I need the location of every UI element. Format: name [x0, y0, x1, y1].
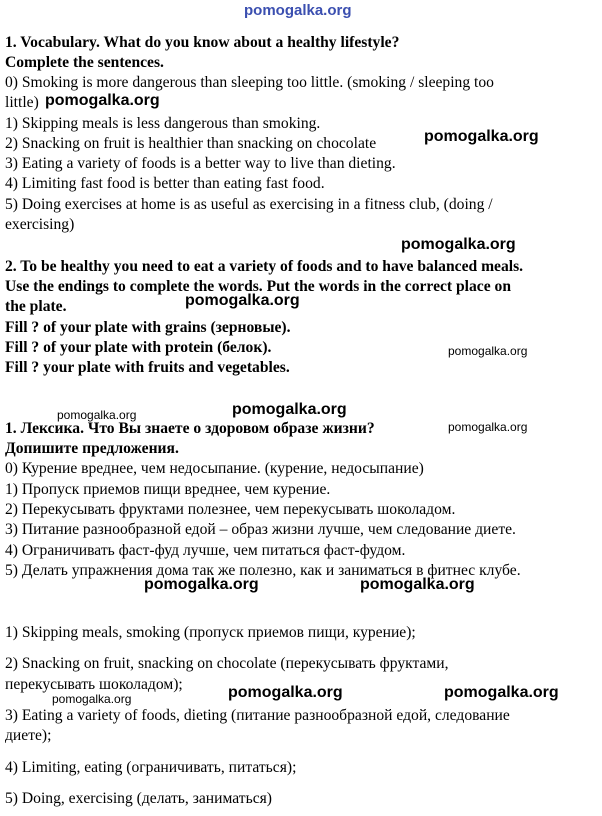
sentence-2: 2) Snacking on fruit is healthier than snacking on chocolate [5, 135, 377, 152]
task1-heading: 1. Vocabulary. What do you know about a healthy lifestyle? [5, 34, 400, 51]
watermark: pomogalka.org [360, 576, 475, 593]
watermark: pomogalka.org [57, 408, 137, 422]
answer-4: 4) Limiting, eating (ограничивать, питаться); [5, 759, 297, 776]
sentence-5-cont: exercising) [5, 216, 75, 233]
ru-sentence-3: 3) Питание разнообразной едой – образ жизни лучше, чем следование диете. [5, 521, 516, 538]
sentence-3: 3) Eating a variety of foods is a better way to live than dieting. [5, 155, 396, 172]
ru-sentence-2: 2) Перекусывать фруктами полезнее, чем перекусывать шоколадом. [5, 501, 456, 518]
ru-sentence-1: 1) Пропуск приемов пищи вреднее, чем курение. [5, 481, 331, 498]
task1-instruction: Complete the sentences. [5, 54, 164, 71]
sentence-4: 4) Limiting fast food is better than eating fast food. [5, 175, 325, 192]
watermark-top: pomogalka.org [244, 2, 352, 19]
watermark: pomogalka.org [185, 292, 300, 309]
ru-heading: 1. Лексика. Что Вы знаете о здоровом образе жизни? [5, 420, 375, 437]
task2-instruction: Use the endings to complete the words. Put the words in the correct place on [5, 278, 512, 295]
ru-sentence-5: 5) Делать упражнения дома так же полезно, как и заниматься в фитнес клубе. [5, 562, 521, 579]
task2-heading: 2. To be healthy you need to eat a variety of foods and to have balanced meals. [5, 258, 524, 275]
sentence-5: 5) Doing exercises at home is as useful as exercising in a fitness club, (doing / [5, 196, 493, 213]
ru-sentence-0: 0) Курение вреднее, чем недосыпание. (курение, недосыпание) [5, 460, 424, 477]
task2-instruction-cont: the plate. [5, 298, 67, 315]
fill-line-1: Fill ? of your plate with grains (зерновые). [5, 319, 291, 336]
sentence-0: 0) Smoking is more dangerous than sleeping too little. (smoking / sleeping too [5, 74, 494, 91]
answer-2-cont: перекусывать шоколадом); [5, 676, 183, 693]
fill-line-3: Fill ? your plate with fruits and vegetables. [5, 359, 290, 376]
watermark: pomogalka.org [144, 576, 259, 593]
watermark: pomogalka.org [52, 692, 132, 706]
watermark: pomogalka.org [424, 128, 539, 145]
fill-line-2: Fill ? of your plate with protein (белок). [5, 339, 272, 356]
answer-3-cont: диете); [5, 727, 52, 744]
watermark: pomogalka.org [45, 92, 160, 109]
watermark: pomogalka.org [444, 684, 559, 701]
watermark: pomogalka.org [448, 420, 528, 434]
answer-5: 5) Doing, exercising (делать, заниматься) [5, 790, 272, 807]
answer-1: 1) Skipping meals, smoking (пропуск приемов пищи, курение); [5, 624, 416, 641]
watermark: pomogalka.org [448, 344, 528, 358]
sentence-0-cont: little) [5, 94, 39, 111]
answer-3: 3) Eating a variety of foods, dieting (питание разнообразной едой, следование [5, 707, 510, 724]
watermark: pomogalka.org [228, 684, 343, 701]
ru-sentence-4: 4) Ограничивать фаст-фуд лучше, чем питаться фаст-фудом. [5, 542, 406, 559]
ru-instruction: Допишите предложения. [5, 440, 179, 457]
answer-2: 2) Snacking on fruit, snacking on chocolate (перекусывать фруктами, [5, 655, 449, 672]
sentence-1: 1) Skipping meals is less dangerous than smoking. [5, 115, 321, 132]
watermark: pomogalka.org [401, 236, 516, 253]
watermark: pomogalka.org [232, 401, 347, 418]
